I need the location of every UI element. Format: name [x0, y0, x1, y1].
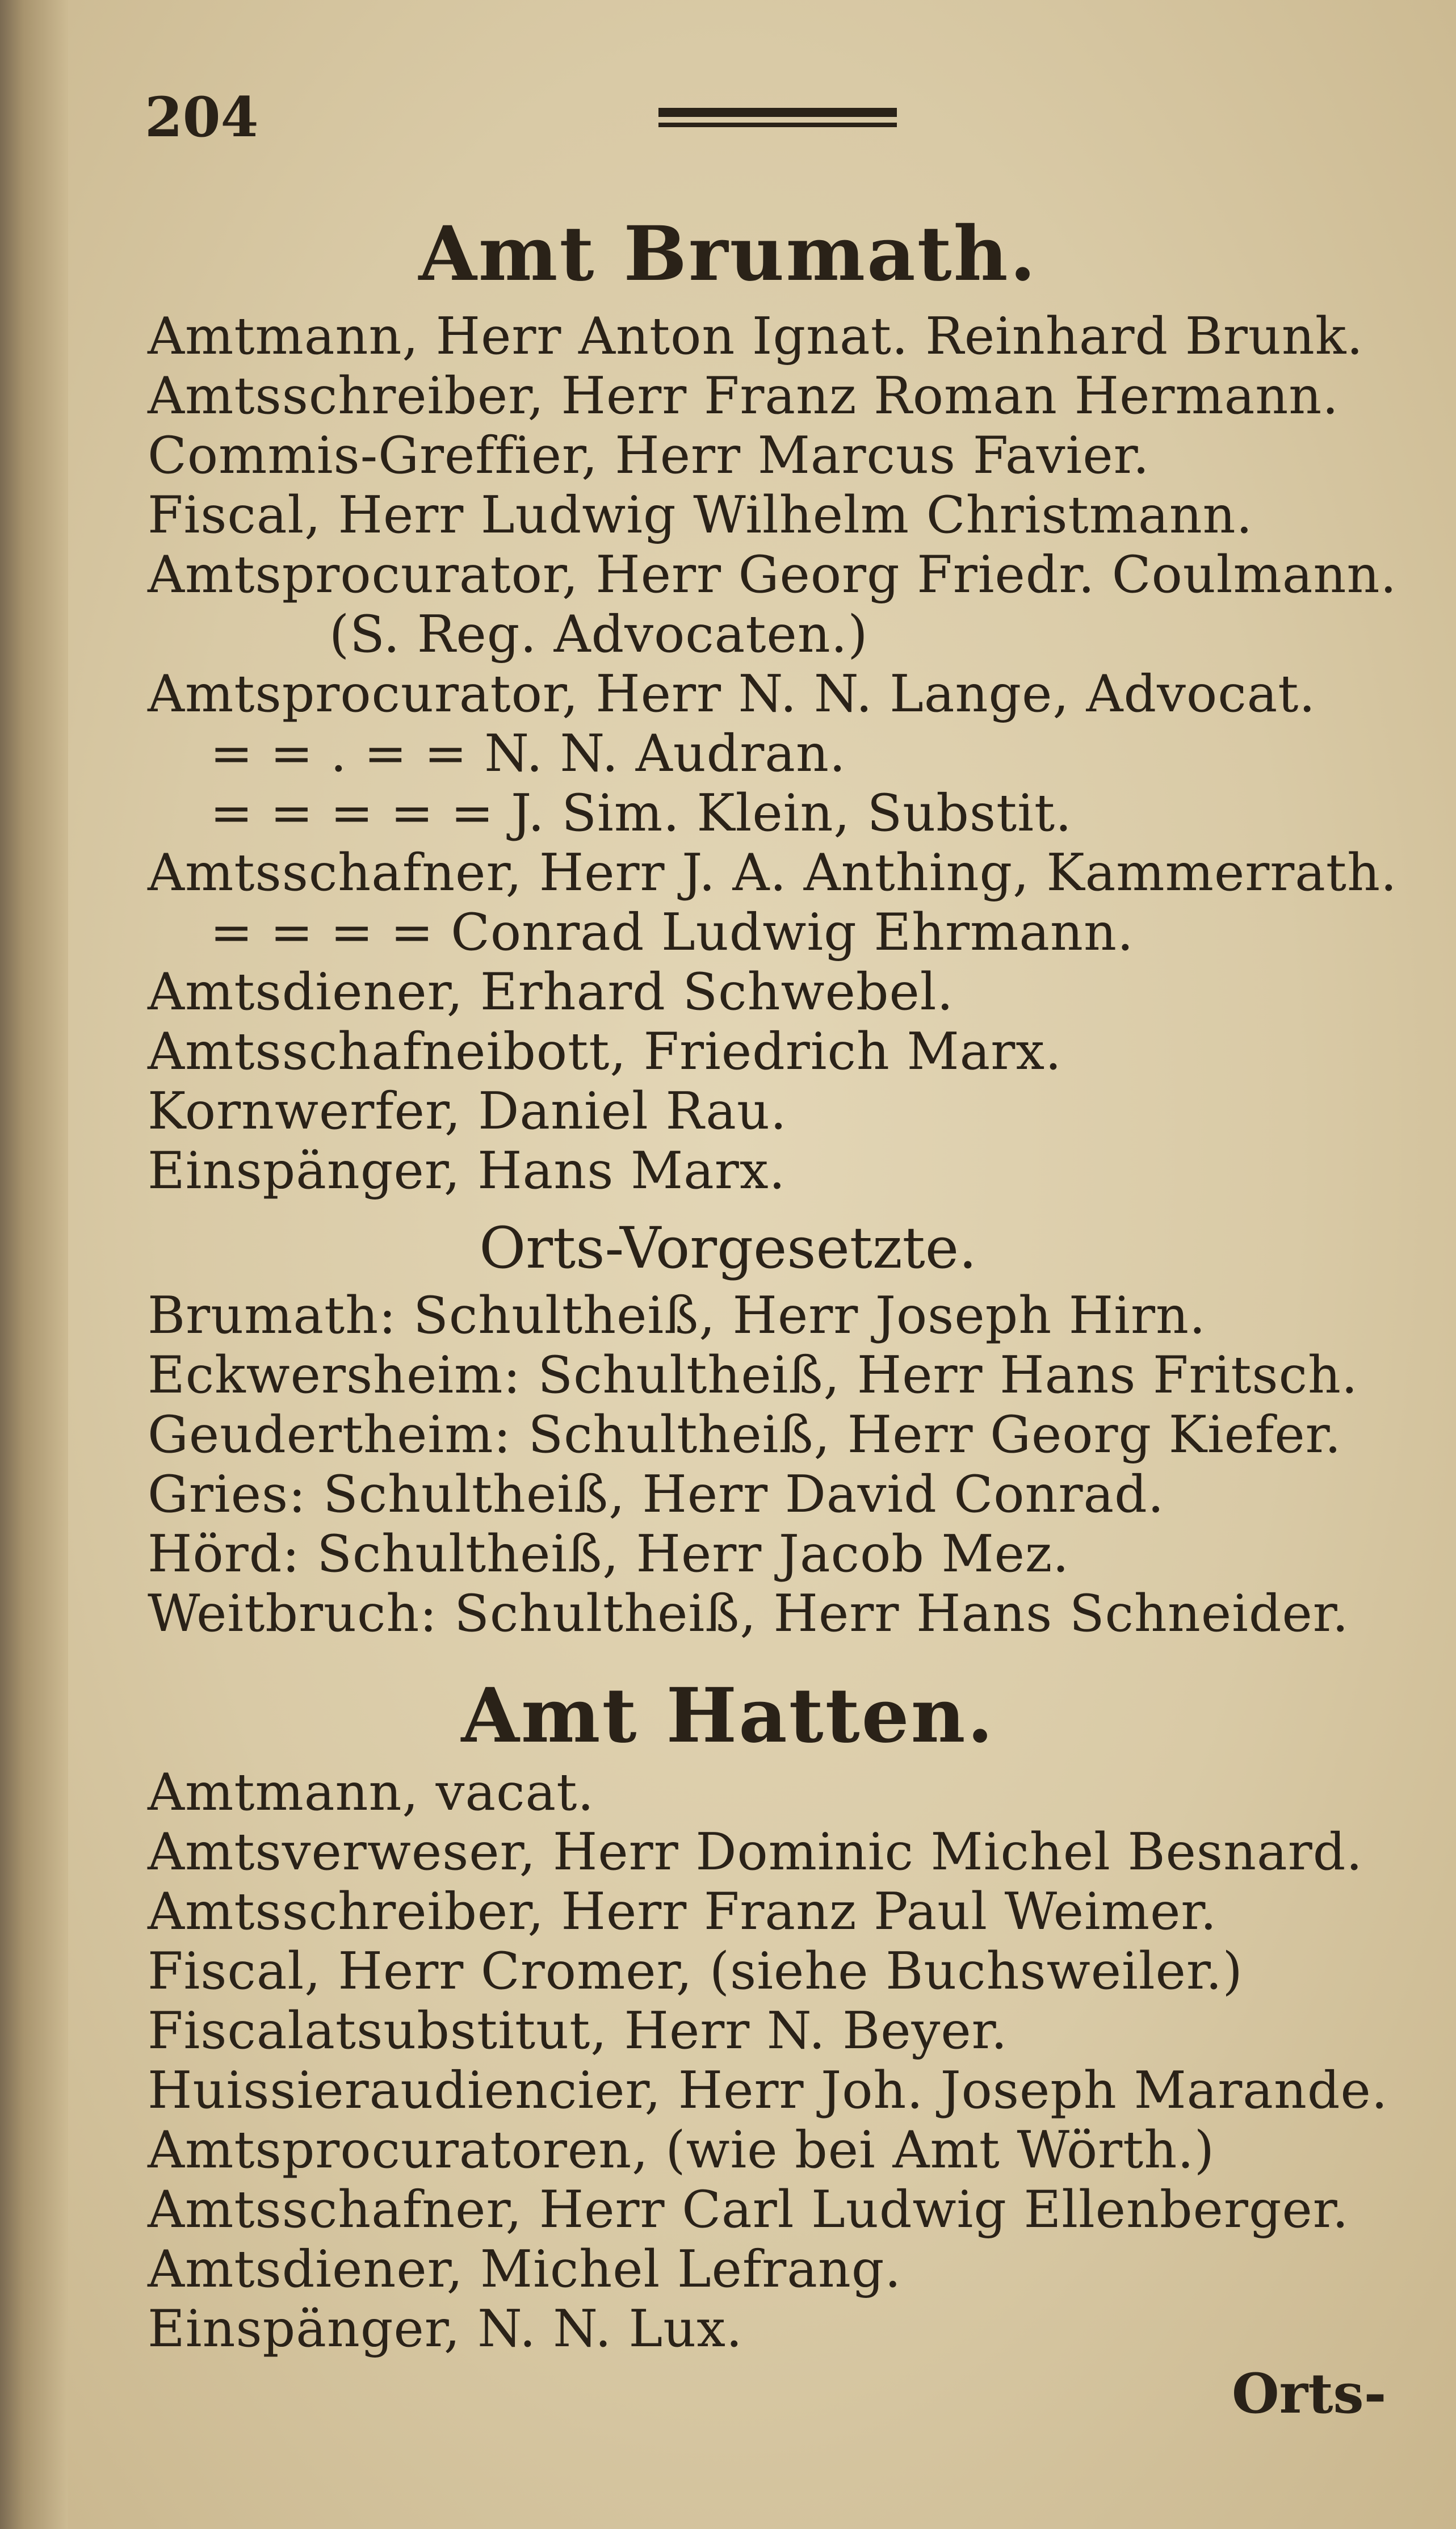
entry-line: Amtsschafner, Herr J. A. Anthing, Kammerrath.: [148, 843, 1398, 903]
entry-line: Amtmann, Herr Anton Ignat. Reinhard Brunk.: [148, 307, 1363, 366]
section-title-hatten: Amt Hatten.: [461, 1672, 995, 1760]
entry-line: Einspänger, Hans Marx.: [148, 1141, 786, 1201]
entry-line: Amtsprocurator, Herr Georg Friedr. Coulmann.: [148, 545, 1398, 605]
entry-note: (S. Reg. Advocaten.): [329, 605, 868, 664]
entry-line: Amtsdiener, Michel Lefrang.: [148, 2239, 902, 2299]
entry-line: Fiscal, Herr Ludwig Wilhelm Christmann.: [148, 485, 1253, 545]
entry-line: Weitbruch: Schultheiß, Herr Hans Schneider.: [148, 1584, 1349, 1643]
entry-line: Fiscalatsubstitut, Herr N. Beyer.: [148, 2001, 1008, 2061]
entry-line: Hörd: Schultheiß, Herr Jacob Mez.: [148, 1524, 1069, 1584]
entry-line: Amtsdiener, Erhard Schwebel.: [148, 962, 954, 1022]
entry-line: Amtsschafner, Herr Carl Ludwig Ellenberger.: [148, 2180, 1349, 2239]
entry-line: Amtsschafneibott, Friedrich Marx.: [148, 1022, 1062, 1081]
entry-line: Huissieraudiencier, Herr Joh. Joseph Marande.: [148, 2061, 1388, 2120]
entry-line: Eckwersheim: Schultheiß, Herr Hans Fritsch.: [148, 1345, 1358, 1405]
ditto-line: = = = = Conrad Ludwig Ehrmann.: [210, 903, 1134, 962]
page-number: 204: [145, 85, 259, 149]
section-title-brumath: Amt Brumath.: [418, 210, 1038, 298]
entry-line: Commis-Greffier, Herr Marcus Favier.: [148, 426, 1150, 485]
entry-line: Geudertheim: Schultheiß, Herr Georg Kiefer.: [148, 1405, 1342, 1465]
entry-line: Amtmann, vacat.: [148, 1763, 594, 1822]
ditto-line: = = = = = J. Sim. Klein, Substit.: [210, 783, 1072, 843]
entry-line: Amtsschreiber, Herr Franz Roman Hermann.: [148, 366, 1339, 426]
entry-line: Gries: Schultheiß, Herr David Conrad.: [148, 1465, 1165, 1524]
entry-line: Brumath: Schultheiß, Herr Joseph Hirn.: [148, 1286, 1206, 1345]
entry-line: Amtsprocurator, Herr N. N. Lange, Advocat.: [148, 664, 1316, 724]
entry-line: Amtsprocuratoren, (wie bei Amt Wörth.): [148, 2120, 1215, 2180]
ditto-line: = = . = = N. N. Audran.: [210, 724, 846, 783]
entry-line: Amtsschreiber, Herr Franz Paul Weimer.: [148, 1882, 1218, 1941]
subsection-title-orts: Orts-Vorgesetzte.: [479, 1215, 977, 1281]
header-rule: [658, 108, 897, 127]
entry-line: Kornwerfer, Daniel Rau.: [148, 1081, 787, 1141]
entry-line: Amtsverweser, Herr Dominic Michel Besnard.: [148, 1822, 1363, 1882]
entry-line: Einspänger, N. N. Lux.: [148, 2299, 743, 2359]
catchword: Orts-: [1232, 2362, 1387, 2426]
entry-line: Fiscal, Herr Cromer, (siehe Buchsweiler.): [148, 1941, 1243, 2001]
